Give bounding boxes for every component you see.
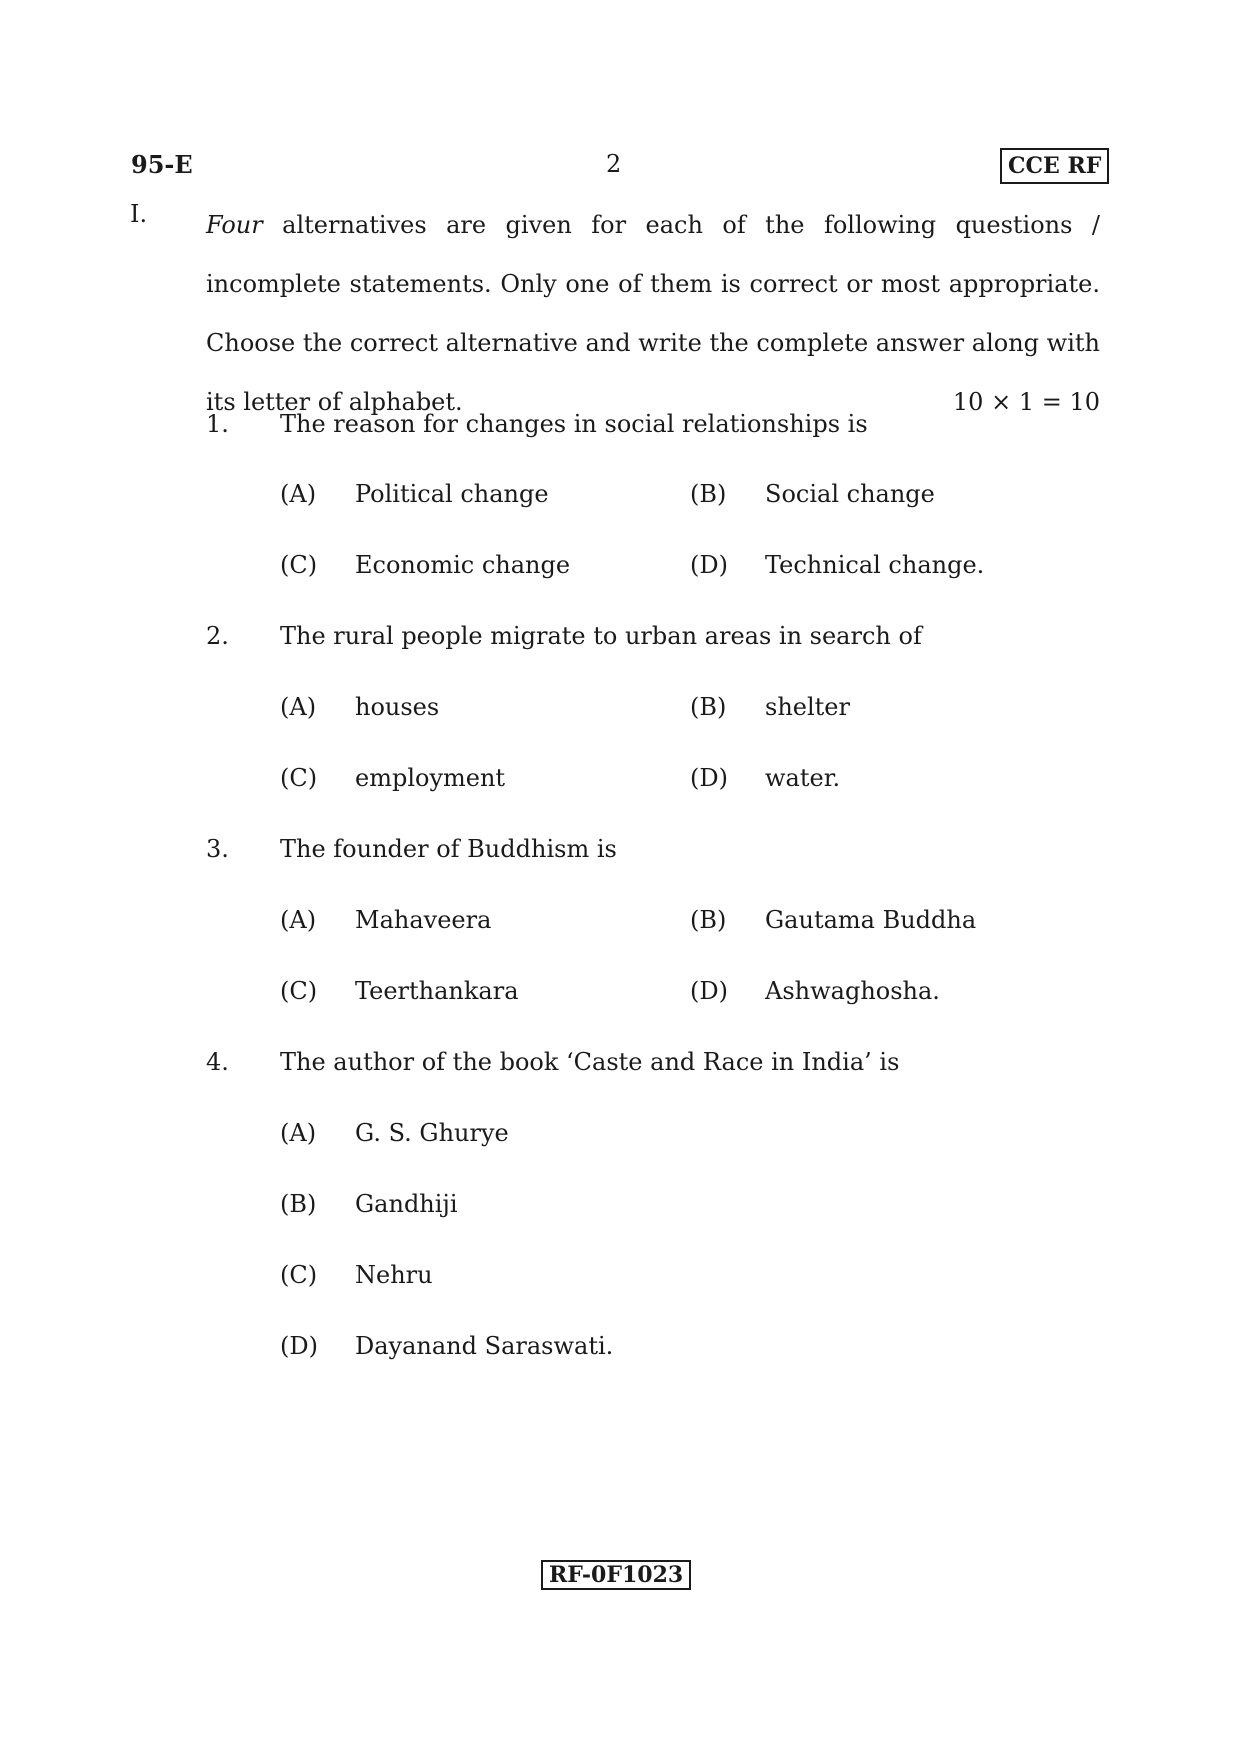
question-3-options-row-2	[0, 977, 1241, 1007]
option-letter: (B)	[690, 693, 727, 721]
instruction-text: alternatives are given for each of the following questions / incomplete statements. Only one of them is correct or most appropriate. Choose the correct alternative and write the complete answer along with its letter of alphabet.	[206, 211, 1100, 416]
section-number: I.	[130, 200, 148, 228]
option-letter: (A)	[280, 693, 317, 721]
option-letter: (D)	[690, 551, 728, 579]
option-text: Gautama Buddha	[765, 906, 977, 934]
question-3-options-row-1	[0, 906, 1241, 936]
option-letter: (D)	[280, 1332, 318, 1360]
question-text: The reason for changes in social relationships is	[280, 410, 868, 438]
question-3	[0, 835, 1241, 865]
option-letter: (B)	[690, 906, 727, 934]
question-number: 4.	[206, 1048, 229, 1076]
option-text: Gandhiji	[355, 1190, 458, 1218]
option-text: shelter	[765, 693, 850, 721]
option-letter: (C)	[280, 1261, 318, 1289]
question-2	[0, 622, 1241, 652]
option-text: Dayanand Saraswati.	[355, 1332, 614, 1360]
paper-code: 95-E	[131, 150, 193, 179]
option-letter: (A)	[280, 906, 317, 934]
option-text: employment	[355, 764, 506, 792]
option-text: Social change	[765, 480, 935, 508]
question-number: 2.	[206, 622, 229, 650]
option-letter: (A)	[280, 480, 317, 508]
question-4	[0, 1048, 1241, 1078]
option-letter: (A)	[280, 1119, 317, 1147]
footer-code: RF-0F1023	[541, 1560, 691, 1590]
option-text: water.	[765, 764, 841, 792]
option-letter: (D)	[690, 977, 728, 1005]
option-text: Ashwaghosha.	[765, 977, 940, 1005]
option-letter: (C)	[280, 764, 318, 792]
question-4-option-a	[0, 1119, 1241, 1149]
section-marks: 10 × 1 = 10	[952, 388, 1100, 416]
section-instruction	[206, 196, 1100, 432]
question-1-options-row-2	[0, 551, 1241, 581]
option-letter: (C)	[280, 977, 318, 1005]
question-4-option-d	[0, 1332, 1241, 1362]
option-text: Mahaveera	[355, 906, 492, 934]
question-number: 3.	[206, 835, 229, 863]
option-letter: (B)	[280, 1190, 317, 1218]
option-letter: (C)	[280, 551, 318, 579]
option-text: Technical change.	[765, 551, 985, 579]
question-1-options-row-1	[0, 480, 1241, 510]
question-text: The author of the book ‘Caste and Race in India’ is	[280, 1048, 900, 1076]
question-2-options-row-1	[0, 693, 1241, 723]
option-text: Economic change	[355, 551, 571, 579]
option-text: Teerthankara	[355, 977, 519, 1005]
cce-rf-badge: CCE RF	[1000, 148, 1109, 184]
question-2-options-row-2	[0, 764, 1241, 794]
question-text: The founder of Buddhism is	[280, 835, 617, 863]
question-4-option-c	[0, 1261, 1241, 1291]
page-number: 2	[606, 150, 622, 178]
question-text: The rural people migrate to urban areas in search of	[280, 622, 922, 650]
option-text: Nehru	[355, 1261, 433, 1289]
option-text: Political change	[355, 480, 549, 508]
option-text: G. S. Ghurye	[355, 1119, 509, 1147]
option-text: houses	[355, 693, 440, 721]
option-letter: (D)	[690, 764, 728, 792]
question-1	[0, 410, 1241, 440]
instruction-italic: Four	[206, 211, 263, 239]
option-letter: (B)	[690, 480, 727, 508]
question-4-option-b	[0, 1190, 1241, 1220]
question-number: 1.	[206, 410, 229, 438]
